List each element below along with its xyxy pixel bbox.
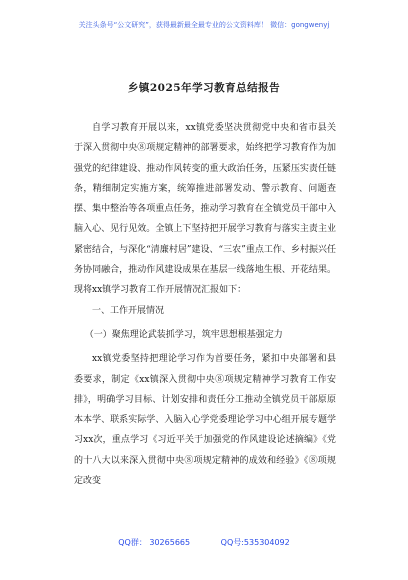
body-paragraph: xx镇党委坚持把理论学习作为首要任务，紧扣中央部署和县委要求，制定《xx镇深入贯彻中央⑧项规定精神学习教育工作安排》，明确学习目标、计划安排和责任分工推动全镇党员干部原原本本学、联系实际学、入脑入心学党委理论学习中心组开展专题学习xx次，重点学习《习近平关于加强党的作风建设论述摘编》《党的十八大以来深入贯彻中央⑧项规定精神的成效和经验》《⑧项规定改变 <box>74 354 336 487</box>
intro-paragraph: 自学习教育开展以来，xx镇党委坚决贯彻党中央和省市县关于深入贯彻中央⑧项规定精神的部署要求，始终把学习教育作为加强党的纪律建设、推动作风转变的重大政治任务，压紧压实责任链条，精细制定实施方案，统筹推进部署发动、警示教育、问题查摆、集中整治等各项重点任务，推动学习教育在全镇党员干部中入脑入心、见行见效。全镇上下坚持把开展学习教育与落实主责主业紧密结合，与深化“清廉村居”建设、“三农”重点工作、乡村振兴任务协同融合，推动作风建设成果在基层一线落地生根、开花结果。现将xx镇学习教育工作开展情况汇报如下： <box>74 123 336 296</box>
qq-group: QQ群： 30265665 <box>118 538 191 547</box>
section-heading: 一、工作开展情况 <box>92 305 165 316</box>
footer-contact <box>0 537 408 551</box>
qq-number: QQ号:535304092 <box>220 538 290 547</box>
subsection-heading: （一）聚焦理论武装抓学习，筑牢思想根基强定力 <box>84 329 283 340</box>
header-banner: 关注头条号“公文研究”，获得最新最全最专业的公文资料库！ 微信：gongwenyj <box>78 21 330 29</box>
document-body <box>74 118 336 491</box>
document-title: 乡镇2025年学习教育总结报告 <box>127 82 281 94</box>
